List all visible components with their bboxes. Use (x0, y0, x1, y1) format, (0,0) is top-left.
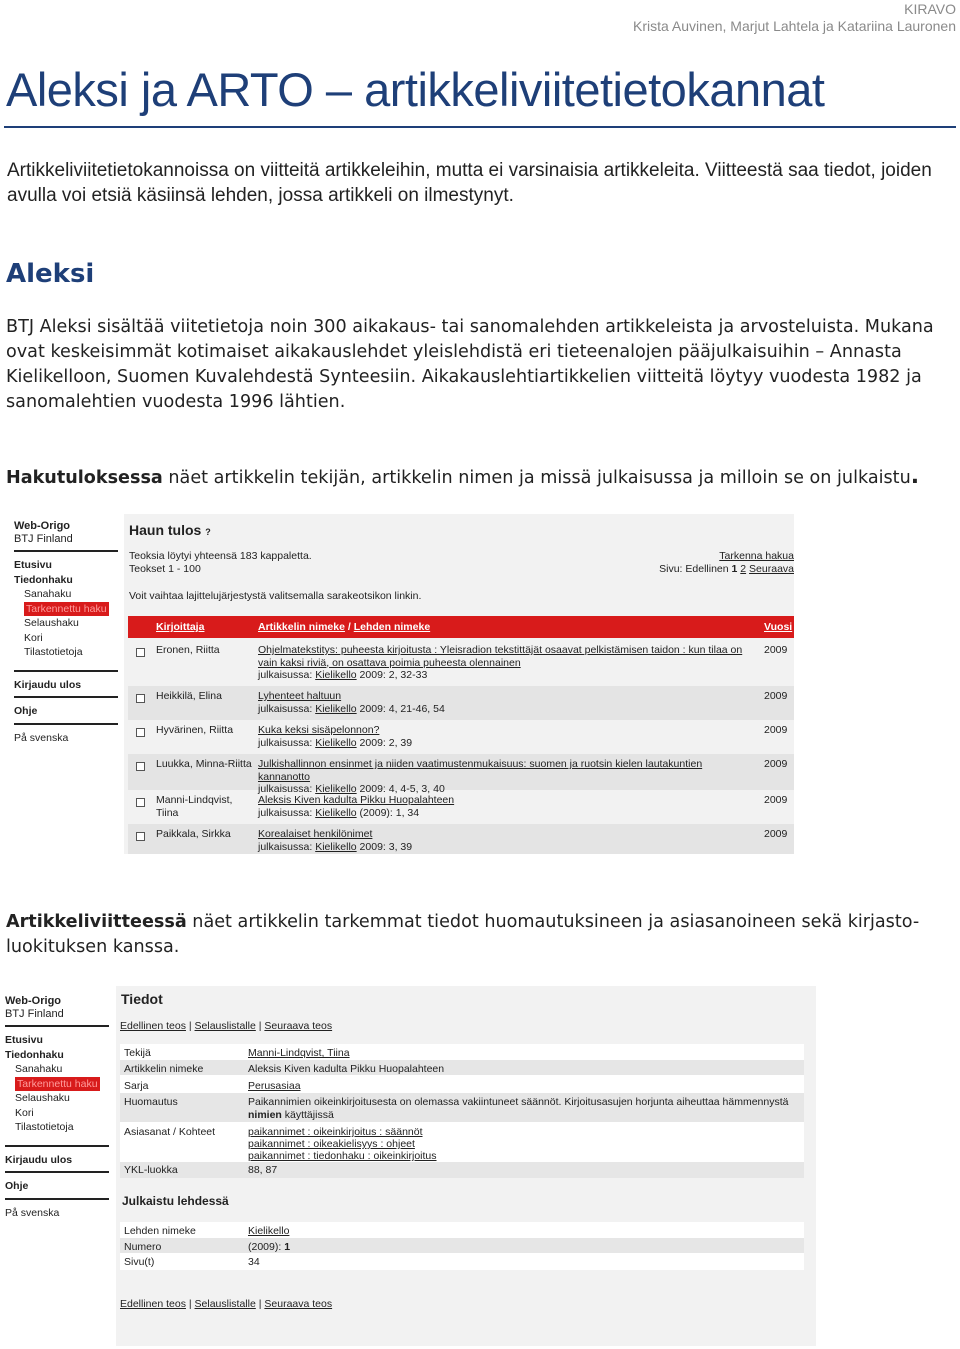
col-title-sort: Artikkelin nimeke / Lehden nimeke (258, 621, 431, 633)
nav-divider (14, 550, 118, 552)
table-row (128, 824, 794, 854)
page-2-link[interactable]: 2 (740, 563, 747, 575)
row-year: 2009 (764, 690, 788, 702)
results-text: näet artikkelin tekijän, artikkelin nimen ja missä julkaisussa ja milloin se on julkaistu (162, 468, 911, 488)
row-author: Heikkilä, Elina (156, 690, 222, 702)
row-title: Kuka keksi sisäpelonnon? julkaisussa: Kielikello 2009: 2, 39 (258, 724, 413, 749)
brand-sub: BTJ Finland (14, 533, 73, 545)
nav-tarkennettu-haku[interactable]: Tarkennettu haku (26, 602, 107, 615)
published-fields (120, 1222, 804, 1270)
nav-tarkennettu-haku[interactable]: Tarkennettu haku (17, 1077, 98, 1090)
subject-link[interactable]: paikannimet : tiedonhaku : oikeinkirjoitus (248, 1150, 437, 1162)
article-title-link[interactable]: Ohjelmatekstitys: puheesta kirjoitusta : Yleisradion tekstittäjät osaavat pelkistämisen taidon : kun tilaa on vain kaksi riviä, on osattava poimia puheesta olennainen (258, 644, 743, 669)
label-tekija: Tekijä (124, 1047, 151, 1059)
nav-divider (14, 696, 118, 698)
section-heading-aleksi: Aleksi (6, 259, 95, 289)
article-title-link[interactable]: Julkishallinnon ensinmet ja niiden vaatimustenmukaisuus: suomen ja ruotsin kielen lautakuntien kannanotto (258, 758, 703, 783)
row-checkbox[interactable] (136, 728, 145, 737)
results-header-row (128, 616, 794, 638)
value-sivu: 34 (248, 1256, 260, 1268)
sort-hint: Voit vaihtaa lajittelujärjestystä valitsemalla sarakeotsikon linkin. (129, 590, 422, 602)
pagination (659, 563, 794, 576)
results-range: Teokset 1 - 100 (129, 563, 201, 575)
nav-sanahaku[interactable]: Sanahaku (15, 1063, 63, 1075)
ykl-row (120, 1162, 804, 1178)
brand-name: Web-Origo (5, 995, 62, 1007)
label-asiasanat: Asiasanat / Kohteet (124, 1126, 216, 1138)
row-checkbox[interactable] (136, 648, 145, 657)
intro-paragraph: Artikkeliviitetietokannoissa on viitteitä artikkeleihin, mutta ei varsinaisia artikkeleita. Viitteestä saa tiedot, joiden avulla voi etsiä käsiinsä lehden, jossa artikkeli on ilmestynyt. (7, 160, 932, 206)
details-panel (116, 986, 816, 1346)
reference-description (6, 910, 956, 960)
nav-svenska[interactable]: På svenska (5, 1206, 60, 1219)
nav-kori[interactable]: Kori (24, 631, 43, 644)
journal-link[interactable]: Kielikello (315, 702, 357, 715)
row-year: 2009 (764, 758, 788, 770)
label-numero: Numero (124, 1241, 162, 1253)
article-title-link[interactable]: Aleksis Kiven kadulta Pikku Huopalahteen (258, 794, 455, 806)
reference-text: näet artikkelin tarkemmat tiedot huomautuksineen ja asiasanoineen sekä kirjasto-luokituksen kanssa. (6, 912, 920, 957)
subject-link[interactable]: paikannimet : oikeakielisyys : ohjeet (248, 1138, 415, 1150)
nav-ohje[interactable]: Ohje (14, 705, 38, 717)
journal-link[interactable]: Kielikello (315, 806, 357, 819)
results-description (6, 464, 960, 491)
nav-tilastotietoja[interactable]: Tilastotietoja (24, 646, 83, 658)
label-sivu: Sivu(t) (124, 1256, 155, 1268)
nav-divider (5, 1025, 109, 1027)
nav-divider (14, 723, 118, 725)
published-heading: Julkaistu lehdessä (122, 1194, 229, 1208)
journal-link[interactable]: Kielikello (315, 736, 357, 749)
subject-link[interactable]: paikannimet : oikeinkirjoitus : säännöt (248, 1126, 423, 1138)
back-to-list-link[interactable]: Selauslistalle (194, 1020, 256, 1032)
table-row (128, 640, 794, 686)
nav-kirjaudu-ulos[interactable]: Kirjaudu ulos (5, 1153, 73, 1166)
sidebar-nav (14, 520, 118, 745)
help-icon[interactable]: ? (205, 527, 211, 537)
journal-link[interactable]: Kielikello (315, 669, 357, 681)
title-rule (4, 126, 956, 128)
reference-term: Artikkeliviitteessä (6, 912, 187, 932)
page-title: Aleksi ja ARTO – artikkeliviitetietokannat (6, 63, 825, 116)
label-lehti: Lehden nimeke (124, 1225, 196, 1237)
row-year: 2009 (764, 644, 788, 656)
label-sarja: Sarja (124, 1080, 149, 1092)
sidebar-nav (5, 995, 109, 1220)
nav-tiedonhaku[interactable]: Tiedonhaku (5, 1048, 64, 1061)
row-title: Lyhenteet haltuun julkaisussa: Kielikello 2009: 4, 21-46, 54 (258, 690, 445, 715)
brand-name: Web-Origo (14, 520, 71, 532)
nav-divider (14, 670, 118, 672)
nav-sanahaku[interactable]: Sanahaku (24, 588, 72, 600)
table-row (128, 790, 794, 824)
results-heading: Haun tulos ? (129, 522, 211, 538)
record-nav-top: Edellinen teos | Selauslistalle | Seuraava teos (120, 1020, 333, 1032)
nav-etusivu[interactable]: Etusivu (5, 1034, 43, 1046)
value-huomautus: Paikannimien oikeinkirjoitusesta on olemassa vakiintuneet säännöt. Kirjoitusasujen horjunta aiheuttaa hämmennystä nimien käyttäjissä (248, 1096, 789, 1121)
nav-divider (5, 1198, 109, 1200)
nav-selaushaku[interactable]: Selaushaku (15, 1092, 70, 1104)
sort-journal-title[interactable]: Lehden nimeke (353, 621, 431, 633)
row-checkbox[interactable] (136, 694, 145, 703)
table-row (128, 720, 794, 754)
label-ykl: YKL-luokka (124, 1164, 178, 1176)
next-record-link[interactable]: Seuraava teos (264, 1020, 333, 1032)
nav-ohje[interactable]: Ohje (5, 1180, 29, 1192)
row-author: Hyvärinen, Riitta (156, 724, 234, 736)
table-row (128, 686, 794, 720)
article-title-link[interactable]: Kuka keksi sisäpelonnon? (258, 724, 380, 736)
sort-article-title[interactable]: Artikkelin nimeke (258, 621, 345, 633)
aleksi-description: BTJ Aleksi sisältää viitetietoja noin 300 aikakaus- tai sanomalehden artikkeleista ja arvosteluista. Mukana ovat keskeisimmät kotimaiset aikakauslehdet yleislehdistä eri tieteenalojen pääjulkaisuihin – Annasta Kielikelloon, Suomen Kuvalehdestä Synteesiin. Aikakauslehtiartikkelien viitteitä löytyy vuodesta 1982 ja sanomalehtien vuodesta 1996 lähtien. (6, 317, 934, 412)
results-term: Hakutuloksessa (6, 468, 163, 488)
row-checkbox[interactable] (136, 798, 145, 807)
row-year: 2009 (764, 724, 788, 736)
value-numero: (2009): 1 (248, 1241, 291, 1253)
col-author-sort[interactable]: Kirjoittaja (156, 621, 205, 633)
nav-kori[interactable]: Kori (15, 1106, 34, 1119)
page-label[interactable]: Sivu: Edellinen (659, 563, 729, 575)
table-row (128, 754, 794, 795)
row-title: Julkishallinnon ensinmet ja niiden vaatimustenmukaisuus: suomen ja ruotsin kielen lautakuntien kannanotto julkaisussa: Kielikello 2009: 4, 4-5, 3, 40 (258, 758, 703, 795)
nav-divider (5, 1171, 109, 1173)
next-page-link[interactable]: Seuraava (749, 563, 794, 575)
col-year-sort[interactable]: Vuosi (764, 621, 793, 633)
row-title: Ohjelmatekstitys: puheesta kirjoitusta : Yleisradion tekstittäjät osaavat pelkistämisen taidon : kun tilaa on vain kaksi riviä, on osattava poimia puheesta olennainen julkaisussa: Kielikello 2009: 2, 32-33 (258, 644, 743, 681)
row-year: 2009 (764, 794, 788, 806)
back-to-list-link[interactable]: Selauslistalle (194, 1298, 256, 1310)
brand-sub: BTJ Finland (5, 1008, 64, 1020)
header-authors: Krista Auvinen, Marjut Lahtela ja Katariina Lauronen (633, 18, 956, 34)
header-org: KIRAVO (904, 1, 956, 17)
value-ykl: 88, 87 (248, 1164, 278, 1176)
nav-divider (5, 1145, 109, 1147)
row-author: Paikkala, Sirkka (156, 828, 231, 840)
results-count: Teoksia löytyi yhteensä 183 kappaletta. (129, 550, 312, 562)
next-record-link[interactable]: Seuraava teos (264, 1298, 333, 1310)
refine-search-link[interactable]: Tarkenna hakua (719, 550, 794, 562)
row-author: Manni-Lindqvist, Tiina (156, 794, 233, 819)
details-heading: Tiedot (121, 991, 163, 1007)
journal-link[interactable]: Kielikello (315, 840, 357, 853)
nav-kirjaudu-ulos[interactable]: Kirjaudu ulos (14, 678, 82, 691)
row-year: 2009 (764, 828, 788, 840)
value-lehti[interactable]: Kielikello (248, 1225, 290, 1237)
article-title-link[interactable]: Korealaiset henkilönimet (258, 828, 373, 840)
value-sarja[interactable]: Perusasiaa (248, 1080, 301, 1092)
nav-svenska[interactable]: På svenska (14, 731, 69, 744)
row-author: Luukka, Minna-Riitta (156, 758, 252, 770)
label-nimeke: Artikkelin nimeke (124, 1063, 204, 1075)
results-end: . (910, 464, 920, 489)
value-nimeke: Aleksis Kiven kadulta Pikku Huopalahteen (248, 1063, 445, 1075)
row-checkbox[interactable] (136, 762, 145, 771)
value-tekija[interactable]: Manni-Lindqvist, Tiina (248, 1047, 350, 1059)
nav-etusivu[interactable]: Etusivu (14, 559, 52, 571)
row-title: Aleksis Kiven kadulta Pikku Huopalahteen julkaisussa: Kielikello (2009): 1, 34 (258, 794, 455, 819)
row-title: Korealaiset henkilönimet julkaisussa: Kielikello 2009: 3, 39 (258, 828, 413, 853)
nav-tilastotietoja[interactable]: Tilastotietoja (15, 1121, 74, 1133)
nav-tiedonhaku[interactable]: Tiedonhaku (14, 573, 73, 586)
row-checkbox[interactable] (136, 832, 145, 841)
row-author: Eronen, Riitta (156, 644, 220, 656)
label-huomautus: Huomautus (124, 1096, 178, 1108)
page-1: 1 (731, 563, 738, 575)
prev-record-link[interactable]: Edellinen teos (120, 1020, 186, 1032)
journal-link[interactable]: Kielikello (315, 783, 357, 795)
results-panel (124, 514, 794, 854)
prev-record-link[interactable]: Edellinen teos (120, 1298, 186, 1310)
record-fields (120, 1044, 804, 1170)
record-nav-bottom: Edellinen teos | Selauslistalle | Seuraava teos (120, 1298, 333, 1310)
article-title-link[interactable]: Lyhenteet haltuun (258, 690, 342, 702)
nav-selaushaku[interactable]: Selaushaku (24, 617, 79, 629)
